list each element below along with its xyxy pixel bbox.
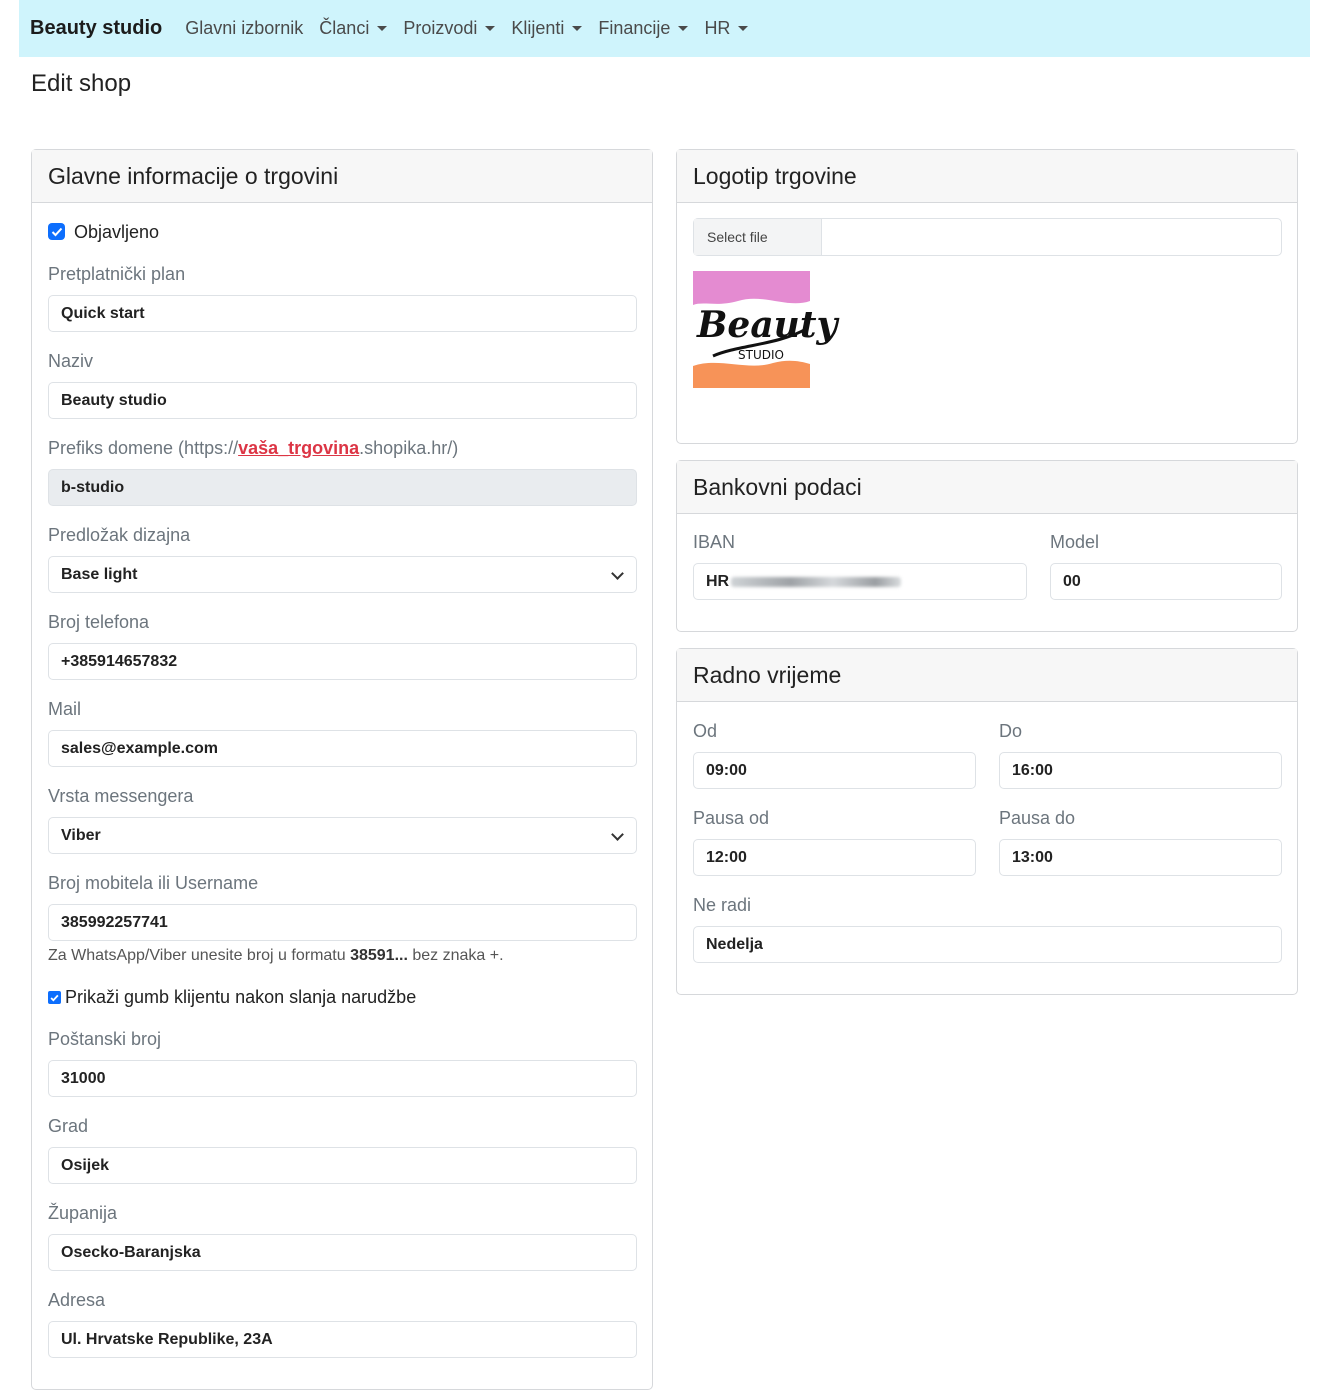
domain-prefix-label bbox=[48, 438, 458, 459]
city-label: Grad bbox=[48, 1116, 89, 1136]
break-to-input[interactable] bbox=[999, 839, 1282, 876]
mobile-label: Broj mobitela ili Username bbox=[48, 873, 259, 893]
address-label: Adresa bbox=[48, 1290, 106, 1310]
plan-label: Pretplatnički plan bbox=[48, 264, 186, 284]
break-from-value: 12:00 bbox=[706, 848, 747, 866]
bank-card bbox=[676, 460, 1298, 632]
address-input[interactable] bbox=[48, 1321, 637, 1358]
from-input[interactable] bbox=[693, 752, 976, 789]
to-input[interactable] bbox=[999, 752, 1282, 789]
nav-clients-label: Klijenti bbox=[511, 18, 565, 38]
break-to-label: Pausa do bbox=[999, 808, 1076, 828]
phone-label: Broj telefona bbox=[48, 612, 150, 632]
top-navbar bbox=[19, 0, 1310, 57]
mobile-value: 385992257741 bbox=[61, 913, 168, 931]
logo-text-main: Beauty bbox=[697, 304, 838, 346]
break-from-input[interactable] bbox=[693, 839, 976, 876]
nav-language-dropdown[interactable] bbox=[704, 18, 748, 39]
mobile-input[interactable] bbox=[48, 904, 637, 941]
messenger-label: Vrsta messengera bbox=[48, 786, 194, 806]
name-input[interactable] bbox=[48, 382, 637, 419]
nav-products-dropdown[interactable] bbox=[403, 18, 495, 39]
model-input[interactable] bbox=[1050, 563, 1282, 600]
template-value: Base light bbox=[61, 565, 138, 583]
bank-card-title: Bankovni podaci bbox=[677, 461, 1297, 514]
postal-input[interactable] bbox=[48, 1060, 637, 1097]
caret-down-icon bbox=[485, 26, 495, 31]
chevron-down-icon bbox=[611, 828, 624, 841]
phone-value: +385914657832 bbox=[61, 652, 178, 670]
iban-redacted bbox=[731, 577, 901, 587]
show-button-checkbox[interactable] bbox=[48, 991, 61, 1004]
plan-field[interactable] bbox=[48, 295, 637, 332]
to-label: Do bbox=[999, 721, 1023, 741]
domain-prefix-value: b-studio bbox=[61, 478, 125, 496]
closed-label: Ne radi bbox=[693, 895, 752, 915]
from-value: 09:00 bbox=[706, 761, 747, 779]
mail-input[interactable] bbox=[48, 730, 637, 767]
model-label: Model bbox=[1050, 532, 1100, 552]
working-hours-card bbox=[676, 648, 1298, 995]
nav-articles-dropdown[interactable] bbox=[319, 18, 387, 39]
beauty-studio-logo bbox=[693, 271, 838, 388]
iban-input[interactable] bbox=[693, 563, 1027, 600]
nav-articles-label: Članci bbox=[319, 18, 370, 38]
nav-finance-label: Financije bbox=[598, 18, 671, 38]
from-label: Od bbox=[693, 721, 718, 741]
caret-down-icon bbox=[572, 26, 582, 31]
template-select[interactable] bbox=[48, 556, 637, 593]
working-hours-card-title: Radno vrijeme bbox=[677, 649, 1297, 702]
domain-label-suffix: .shopika.hr/) bbox=[359, 438, 459, 458]
domain-prefix-field bbox=[48, 469, 637, 506]
mobile-help-bold: 38591... bbox=[350, 947, 408, 964]
name-label: Naziv bbox=[48, 351, 94, 371]
county-label: Županija bbox=[48, 1203, 118, 1223]
nav-finance-dropdown[interactable] bbox=[598, 18, 688, 39]
city-value: Osijek bbox=[61, 1156, 110, 1174]
postal-label: Poštanski broj bbox=[48, 1029, 162, 1049]
caret-down-icon bbox=[738, 26, 748, 31]
select-file-button[interactable]: Select file bbox=[694, 219, 822, 255]
iban-label: IBAN bbox=[693, 532, 736, 552]
mobile-help-text bbox=[48, 947, 504, 965]
messenger-value: Viber bbox=[61, 826, 101, 844]
brand-link[interactable]: Beauty studio bbox=[30, 17, 163, 39]
logo-card-title: Logotip trgovine bbox=[677, 150, 1297, 203]
template-label: Predložak dizajna bbox=[48, 525, 191, 545]
phone-input[interactable] bbox=[48, 643, 637, 680]
nav-products-label: Proizvodi bbox=[403, 18, 478, 38]
logo-text-sub: STUDIO bbox=[738, 348, 784, 362]
mail-label: Mail bbox=[48, 699, 82, 719]
address-value: Ul. Hrvatske Republike, 23A bbox=[61, 1330, 273, 1348]
mobile-help-suffix: bez znaka +. bbox=[407, 947, 504, 964]
caret-down-icon bbox=[678, 26, 688, 31]
closed-value: Nedelja bbox=[706, 935, 763, 953]
logo-file-input[interactable] bbox=[693, 218, 1282, 256]
mail-value: sales@example.com bbox=[61, 739, 219, 757]
nav-language-label: HR bbox=[704, 18, 731, 38]
chevron-down-icon bbox=[611, 567, 624, 580]
main-info-card bbox=[31, 149, 653, 1390]
main-info-card-title: Glavne informacije o trgovini bbox=[32, 150, 652, 203]
domain-label-prefix: Prefiks domene (https:// bbox=[48, 438, 239, 458]
logo-card bbox=[676, 149, 1298, 444]
published-checkbox[interactable] bbox=[48, 223, 65, 240]
show-button-label: Prikaži gumb klijentu nakon slanja narudžbe bbox=[65, 987, 417, 1007]
break-to-value: 13:00 bbox=[1012, 848, 1053, 866]
shop-logo-image bbox=[693, 271, 838, 388]
caret-down-icon bbox=[377, 26, 387, 31]
name-value: Beauty studio bbox=[61, 391, 167, 409]
nav-clients-dropdown[interactable] bbox=[511, 18, 582, 39]
model-value: 00 bbox=[1063, 572, 1081, 590]
messenger-select[interactable] bbox=[48, 817, 637, 854]
check-icon bbox=[51, 227, 63, 237]
check-icon bbox=[50, 994, 59, 1002]
county-value: Osecko-Baranjska bbox=[61, 1243, 201, 1261]
break-from-label: Pausa od bbox=[693, 808, 770, 828]
published-label: Objavljeno bbox=[74, 222, 160, 242]
nav-main-menu-label: Glavni izbornik bbox=[185, 18, 304, 38]
page-title: Edit shop bbox=[31, 70, 132, 97]
county-input[interactable] bbox=[48, 1234, 637, 1271]
mobile-help-prefix: Za WhatsApp/Viber unesite broj u formatu bbox=[48, 947, 351, 964]
city-input[interactable] bbox=[48, 1147, 637, 1184]
domain-label-highlight: vaša_trgovina bbox=[238, 438, 360, 458]
closed-input[interactable] bbox=[693, 926, 1282, 963]
plan-value: Quick start bbox=[61, 304, 145, 322]
nav-main-menu[interactable] bbox=[185, 18, 303, 39]
postal-value: 31000 bbox=[61, 1069, 106, 1087]
to-value: 16:00 bbox=[1012, 761, 1053, 779]
iban-value-prefix: HR bbox=[706, 572, 730, 590]
